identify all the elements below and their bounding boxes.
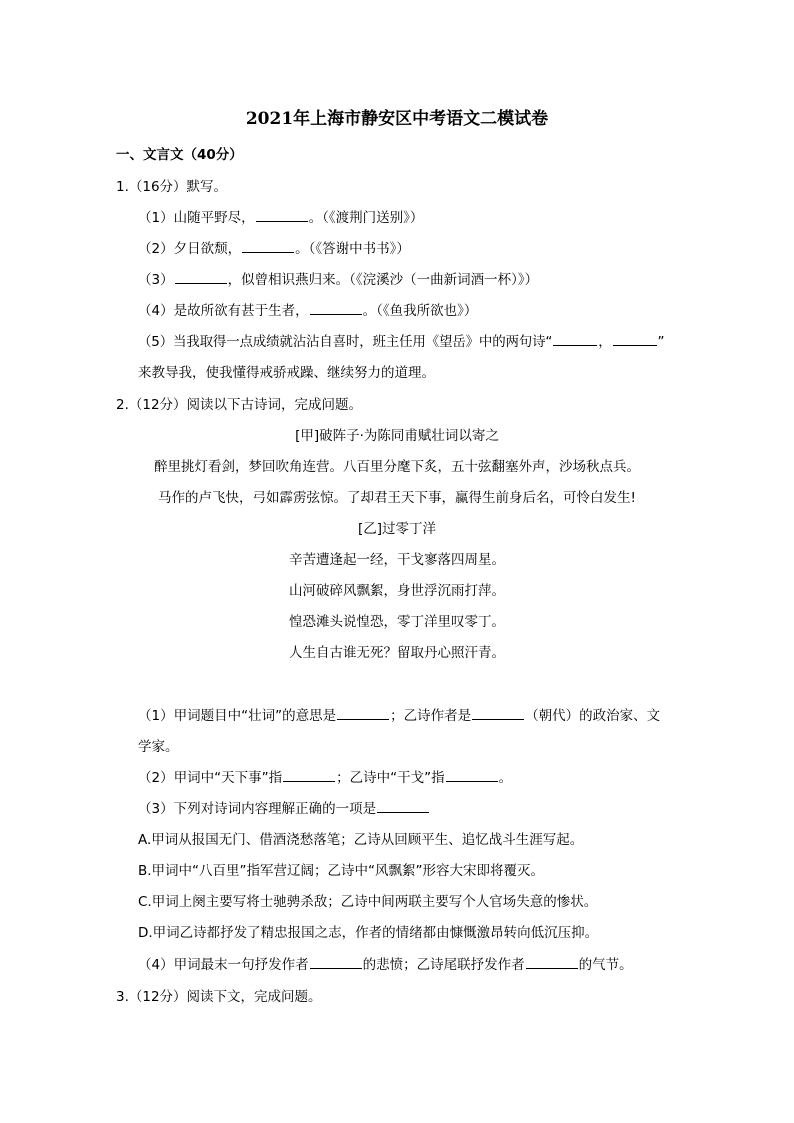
poem-2-line: 辛苦遭逢起一经，干戈寥落四周星。 xyxy=(289,552,505,568)
q2-sub-1-continued: 学家。 xyxy=(138,739,179,755)
poem-1-line: 马作的卢飞快，弓如霹雳弦惊。了却君王天下事，赢得生前身后名，可怜白发生! xyxy=(158,490,636,506)
answer-blank[interactable] xyxy=(613,333,657,346)
option-a: A.甲词从报国无门、借酒浇愁落笔；乙诗从回顾平生、追忆战斗生涯写起。 xyxy=(138,832,584,848)
answer-blank[interactable] xyxy=(377,800,429,813)
poem-2-line: 人生自古谁无死？留取丹心照汗青。 xyxy=(289,645,505,661)
question-2-heading: 2.（12分）阅读以下古诗词，完成问题。 xyxy=(116,397,363,413)
answer-blank[interactable] xyxy=(446,769,498,782)
q1-item-1: （1）山随平野尽， 。（《渡荆门送别》） xyxy=(138,210,424,226)
answer-blank[interactable] xyxy=(526,956,578,969)
poem-2-line: 惶恐滩头说惶恐，零丁洋里叹零丁。 xyxy=(289,614,505,630)
q1-item-5: （5）当我取得一点成绩就沾沾自喜时，班主任用《望岳》中的两句诗“ ， ” xyxy=(138,334,665,350)
q2-sub-1: （1）甲词题目中“壮词”的意思是 ；乙诗作者是 （朝代）的政治家、文 xyxy=(138,708,661,724)
question-1-heading: 1.（16分）默写。 xyxy=(116,179,228,195)
q1-item-3: （3） ，似曾相识燕归来。（《浣溪沙（一曲新词酒一杯）》） xyxy=(138,272,539,288)
poem-1-title: [甲]破阵子·为陈同甫赋壮词以寄之 xyxy=(295,428,499,444)
answer-blank[interactable] xyxy=(310,956,362,969)
option-c: C.甲词上阕主要写将士驰骋杀敌；乙诗中间两联主要写个人官场失意的惨状。 xyxy=(138,894,598,910)
option-b: B.甲词中“八百里”指军营辽阔；乙诗中“风飘絮”形容大宋即将覆灭。 xyxy=(138,863,545,879)
answer-blank[interactable] xyxy=(283,769,335,782)
option-d: D.甲词乙诗都抒发了精忠报国之志，作者的情绪都由慷慨激昂转向低沉压抑。 xyxy=(138,925,599,941)
question-3-heading: 3.（12分）阅读下文，完成问题。 xyxy=(116,989,322,1005)
q1-item-2: （2）夕日欲颓， 。（《答谢中书书》） xyxy=(138,241,410,257)
poem-2-title: [乙]过零丁洋 xyxy=(357,521,437,537)
answer-blank[interactable] xyxy=(472,707,524,720)
answer-blank[interactable] xyxy=(310,302,362,315)
poem-2-line: 山河破碎风飘絮，身世浮沉雨打萍。 xyxy=(289,583,505,599)
answer-blank[interactable] xyxy=(242,240,294,253)
q1-item-5-continued: 来教导我，使我懂得戒骄戒躁、继续努力的道理。 xyxy=(138,365,435,381)
page-title: 2021年上海市静安区中考语文二模试卷 xyxy=(245,109,549,129)
answer-blank[interactable] xyxy=(337,707,389,720)
q2-sub-3: （3）下列对诗词内容理解正确的一项是 xyxy=(138,800,430,818)
q2-sub-2: （2）甲词中“天下事”指 ；乙诗中“干戈”指 。 xyxy=(138,770,513,786)
q2-sub-4: （4）甲词最末一句抒发作者 的悲愤；乙诗尾联抒发作者 的气节。 xyxy=(138,957,633,973)
answer-blank[interactable] xyxy=(256,209,308,222)
q1-item-4: （4）是故所欲有甚于生者， 。（《鱼我所欲也》） xyxy=(138,303,478,319)
answer-blank[interactable] xyxy=(553,333,597,346)
section-heading: 一、文言文（40分） xyxy=(116,147,243,163)
answer-blank[interactable] xyxy=(175,271,227,284)
poem-1-line: 醉里挑灯看剑，梦回吹角连营。八百里分麾下炙，五十弦翻塞外声，沙场秋点兵。 xyxy=(154,459,640,475)
